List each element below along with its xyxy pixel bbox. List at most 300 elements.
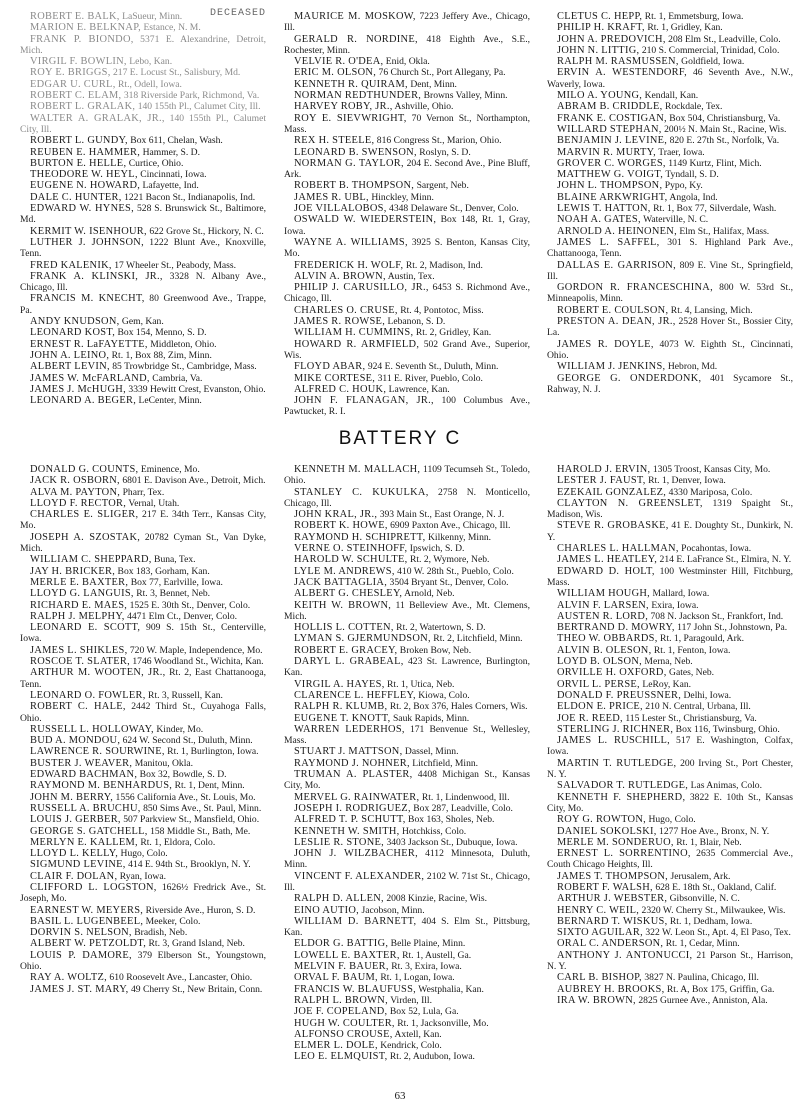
member-name: LOYD B. OLSON, xyxy=(557,656,643,668)
member-name: RALPH M. RASMUSSEN, xyxy=(557,56,679,68)
member-address: Jacobson, Minn. xyxy=(359,904,425,916)
roster-entry xyxy=(284,656,530,679)
member-name: VERNE O. STEINHOFF, xyxy=(294,543,408,555)
member-address: 1149 Kurtz, Flint, Mich. xyxy=(665,157,762,169)
member-name: IRA W. BROWN, xyxy=(557,994,636,1006)
member-name: ARNOLD A. HEINONEN, xyxy=(557,225,677,237)
roster-entry xyxy=(20,11,266,22)
member-address: Cincinnati, Iowa. xyxy=(137,169,207,181)
roster-entry xyxy=(20,101,266,112)
member-address: 4330 Mariposa, Colo. xyxy=(666,486,753,498)
member-name: VELVIE R. O'DEA, xyxy=(294,56,384,68)
member-address: Rt. 2, Wymore, Neb. xyxy=(407,554,490,566)
roster-entry xyxy=(284,67,530,78)
member-address: Kiowa, Colo. xyxy=(415,689,470,701)
member-name: RUSSELL L. HOLLOWAY, xyxy=(30,723,154,735)
member-address: Rt. 2, Audubon, Iowa. xyxy=(387,1051,475,1063)
roster-entry xyxy=(20,34,266,57)
member-name: HARVEY ROBY, JR., xyxy=(294,101,393,113)
member-address: Box 52, Lula, Ga. xyxy=(387,1006,459,1018)
member-address: 7223 Jeffery Ave., Chicago, Ill. xyxy=(284,11,531,34)
member-address: Kendall, Kan. xyxy=(642,90,699,102)
roster-entry xyxy=(20,350,266,361)
member-name: LLOYD L. KELLY, xyxy=(30,848,119,860)
roster-entry xyxy=(284,487,530,510)
roster-entry xyxy=(20,916,266,927)
roster-entry xyxy=(284,554,530,565)
roster-entry xyxy=(547,22,793,33)
member-address: 6801 E. Davison Ave., Detroit, Mich. xyxy=(119,475,266,487)
member-name: ROBERT L. GUNDY, xyxy=(30,135,128,147)
roster-entry xyxy=(20,667,266,690)
member-name: EUGENE N. HOWARD, xyxy=(30,180,141,192)
member-name: ELDON E. PRICE, xyxy=(557,701,643,713)
member-address: Pharr, Tex. xyxy=(120,486,165,498)
roster-entry xyxy=(20,384,266,395)
member-name: FRED KALENIK, xyxy=(30,259,112,271)
roster-column-bottom-1 xyxy=(20,464,266,995)
member-address: 140 155th Pl., Calumet City, Ill. xyxy=(135,101,261,113)
roster-entry xyxy=(547,588,793,599)
roster-entry xyxy=(20,735,266,746)
member-name: GROVER C. WORGES, xyxy=(557,157,666,169)
roster-entry xyxy=(284,271,530,282)
member-address: 517 E. Washington, Colfax, Iowa. xyxy=(547,735,793,758)
member-address: Box 148, Rt. 1, Gray, Iowa. xyxy=(284,214,530,237)
member-name: RALPH D. ALLEN, xyxy=(294,893,384,905)
member-name: HAROLD W. SCHULTE, xyxy=(294,554,408,566)
roster-entry xyxy=(284,1040,530,1051)
member-name: PRESTON A. DEAN, JR., xyxy=(557,316,676,328)
roster-entry xyxy=(20,339,266,350)
member-name: FRANK E. COSTIGAN, xyxy=(557,112,667,124)
member-address: 379 Elberson St., Youngstown, Ohio. xyxy=(20,949,266,973)
roster-entry xyxy=(547,882,793,893)
member-address: Meeker, Colo. xyxy=(143,915,201,927)
roster-entry xyxy=(547,566,793,589)
member-name: BUSTER J. WEAVER, xyxy=(30,757,133,769)
roster-entry xyxy=(284,11,530,34)
member-name: HOWARD R. ARMFIELD, xyxy=(294,338,420,350)
member-name: CLIFFORD L. LOGSTON, xyxy=(30,881,157,893)
roster-entry xyxy=(20,690,266,701)
member-address: Rt. 3, Exira, Iowa. xyxy=(388,961,462,973)
member-address: Rt. 1, Box 88, Zim, Minn. xyxy=(109,349,212,361)
member-name: LOUIS P. DAMORE, xyxy=(30,949,132,961)
member-address: 217 E. Locust St., Salisbury, Md. xyxy=(110,67,241,79)
roster-entry xyxy=(547,305,793,316)
member-name: JOE F. COPELAND, xyxy=(294,1006,388,1018)
member-address: 816 Congress St., Marion, Ohio. xyxy=(374,135,502,147)
roster-entry xyxy=(20,327,266,338)
member-address: Ashville, Ohio. xyxy=(392,101,454,113)
roster-entry xyxy=(20,79,266,90)
roster-entry xyxy=(20,226,266,237)
member-name: KENNETH R. QUIRAM, xyxy=(294,78,408,90)
member-address: Rt. 4, Lansing, Mich. xyxy=(668,304,753,316)
member-address: Lawrence, Kan. xyxy=(386,383,450,395)
member-address: Rt. 2, Gridley, Kan. xyxy=(413,327,492,339)
roster-entry xyxy=(547,679,793,690)
member-name: KENNETH F. SHEPHERD, xyxy=(557,791,686,803)
member-name: LYMAN S. GJERMUNDSON, xyxy=(294,633,431,645)
member-name: STUART J. MATTSON, xyxy=(294,746,403,758)
roster-entry xyxy=(547,622,793,633)
roster-entry xyxy=(20,950,266,973)
member-name: BUD A. MONDOU, xyxy=(30,735,121,747)
member-name: BENJAMIN J. LEVINE, xyxy=(557,135,668,147)
member-address: Rt. 1, Cedar, Minn. xyxy=(663,938,740,950)
member-address: 1626½ Fredrick Ave., St. Joseph, Mo. xyxy=(20,881,266,905)
member-name: HENRY C. WEIL, xyxy=(557,904,640,916)
member-name: BURTON E. HELLE, xyxy=(30,157,127,169)
roster-entry xyxy=(547,972,793,983)
member-address: 502 Grand Ave., Superior, Wis. xyxy=(284,338,530,361)
member-name: TRUMAN A. PLASTER, xyxy=(294,769,413,781)
roster-entry xyxy=(20,871,266,882)
member-name: DARYL L. GRABEAL, xyxy=(294,656,404,668)
member-address: Virden, Ill. xyxy=(387,994,432,1006)
section-heading: BATTERY C xyxy=(338,428,462,449)
member-name: ROBERT C. ELAM, xyxy=(30,90,122,102)
member-address: 6453 S. Richmond Ave., Chicago, Ill. xyxy=(284,282,531,305)
member-name: SIGMUND LEVINE, xyxy=(30,859,126,871)
member-name: LLOYD G. LANGUIS, xyxy=(30,588,134,600)
member-name: ARTHUR M. WOOTEN, JR., xyxy=(30,667,166,679)
member-name: GERALD R. NORDINE, xyxy=(294,33,418,45)
roster-entry xyxy=(20,169,266,180)
member-address: 3822 E. 10th St., Kansas City, Mo. xyxy=(547,791,793,814)
roster-entry xyxy=(20,577,266,588)
member-name: RALPH R. KLUMB, xyxy=(294,701,388,713)
member-name: ALBERT G. CHESLEY, xyxy=(294,588,403,600)
roster-entry xyxy=(20,837,266,848)
member-name: LLOYD F. RECTOR, xyxy=(30,497,127,509)
member-address: 2320 W. Cherry St., Milwaukee, Wis. xyxy=(639,904,786,916)
member-address: Rt. 1, Austell, Ga. xyxy=(399,949,472,961)
roster-entry xyxy=(547,214,793,225)
member-name: LEONARD O. FOWLER, xyxy=(30,689,146,701)
member-name: CLAIR F. DOLAN, xyxy=(30,870,118,882)
member-address: Rt. 1, Logan, Iowa. xyxy=(377,972,455,984)
member-address: Exira, Iowa. xyxy=(648,599,699,611)
member-address: 624 W. Second St., Duluth, Minn. xyxy=(120,735,253,747)
roster-entry xyxy=(284,769,530,792)
member-address: Belle Plaine, Minn. xyxy=(388,938,466,950)
roster-entry xyxy=(284,916,530,939)
member-name: NOAH A. GATES, xyxy=(557,214,641,226)
roster-entry xyxy=(547,192,793,203)
member-address: 318 Riverside Park, Richmond, Va. xyxy=(121,90,260,102)
roster-entry xyxy=(547,361,793,372)
member-address: 322 W. Leon St., Apt. 4, El Paso, Tex. xyxy=(642,927,791,939)
roster-entry xyxy=(284,373,530,384)
member-address: Gem, Kan. xyxy=(119,316,164,328)
member-name: KEITH W. BROWN, xyxy=(294,599,392,611)
member-name: ORAL C. ANDERSON, xyxy=(557,938,664,950)
member-name: MERLYN E. KALLEM, xyxy=(30,836,138,848)
member-name: FRANCIS M. KNECHT, xyxy=(30,293,145,305)
member-name: JAMES J. McHUGH, xyxy=(30,383,127,395)
member-name: JAMES L. SHIKLES, xyxy=(30,644,128,656)
member-address: 393 Main St., East Orange, N. J. xyxy=(377,509,505,521)
member-name: GORDON R. FRANCESCHINA, xyxy=(557,282,713,294)
roster-entry xyxy=(284,972,530,983)
member-name: MATTHEW G. VOIGT, xyxy=(557,169,664,181)
member-name: LESLIE R. STONE, xyxy=(294,836,385,848)
roster-entry xyxy=(20,293,266,316)
member-name: JOHN N. LITTIG, xyxy=(557,44,640,56)
member-name: WARREN LEDERHOS, xyxy=(294,723,405,735)
member-name: THEODORE W. HEYL, xyxy=(30,169,138,181)
roster-entry xyxy=(20,361,266,372)
member-name: LEO E. ELMQUIST, xyxy=(294,1051,388,1063)
roster-entry xyxy=(20,395,266,406)
roster-entry xyxy=(20,180,266,191)
member-name: ROSCOE T. SLATER, xyxy=(30,656,130,668)
member-name: WILLIAM HOUGH, xyxy=(557,588,651,600)
member-name: EDWARD BACHMAN, xyxy=(30,769,138,781)
member-address: 200 Irving St., Port Chester, N. Y. xyxy=(547,757,793,781)
member-name: AUBREY H. BROOKS, xyxy=(557,983,665,995)
roster-entry xyxy=(20,192,266,203)
roster-entry xyxy=(284,848,530,871)
member-name: DONALD G. COUNTS, xyxy=(30,464,139,475)
member-address: Delhi, Iowa. xyxy=(681,689,732,701)
member-address: Roslyn, S. D. xyxy=(416,146,471,158)
member-name: THEO W. OBBARDS, xyxy=(557,633,658,645)
roster-entry xyxy=(284,690,530,701)
member-name: NORMAN REDTHUNDER, xyxy=(294,90,422,102)
roster-entry xyxy=(547,124,793,135)
member-address: Litchfield, Minn. xyxy=(409,757,479,769)
roster-entry xyxy=(284,905,530,916)
member-address: Rt. 1, Denver, Iowa. xyxy=(645,475,726,487)
roster-entry xyxy=(284,1029,530,1040)
roster-entry xyxy=(284,79,530,90)
member-address: 1305 Troost, Kansas City, Mo. xyxy=(650,464,771,475)
member-address: Rt. 1, Dent, Minn. xyxy=(172,780,245,792)
roster-entry xyxy=(20,203,266,226)
roster-entry xyxy=(284,701,530,712)
member-name: ERVIN A. WESTENDORF, xyxy=(557,67,688,79)
roster-column-top-1 xyxy=(20,11,266,406)
roster-entry xyxy=(20,814,266,825)
member-address: Hugo, Colo. xyxy=(646,814,696,826)
roster-entry xyxy=(284,679,530,690)
member-address: Goldfield, Iowa. xyxy=(678,56,745,68)
member-name: JAMES L. SAFFEL, xyxy=(557,236,660,248)
roster-entry xyxy=(20,271,266,294)
member-address: 4348 Delaware St., Denver, Colo. xyxy=(386,203,519,215)
roster-entry xyxy=(547,158,793,169)
member-address: 21 Parson St., Harrison, N. Y. xyxy=(547,949,793,973)
member-address: Rockdale, Tex. xyxy=(662,101,723,113)
member-address: Box 611, Chelan, Wash. xyxy=(127,135,223,147)
member-address: Rt. 1, Jacksonville, Mo. xyxy=(394,1017,489,1029)
roster-entry xyxy=(284,1006,530,1017)
roster-entry xyxy=(20,792,266,803)
roster-entry xyxy=(20,611,266,622)
member-name: OSWALD W. WIEDERSTEIN, xyxy=(294,214,437,226)
member-address: 214 E. LaFrance St., Elmira, N. Y. xyxy=(657,554,792,566)
roster-entry xyxy=(547,260,793,283)
member-address: Rt. A, Box 175, Griffin, Ga. xyxy=(664,983,775,995)
member-name: JAMES R. DOYLE, xyxy=(557,338,654,350)
member-address: 49 Cherry St., New Britain, Conn. xyxy=(128,983,263,995)
member-name: ALBERT W. PETZOLDT, xyxy=(30,938,147,950)
member-address: Hammer, S. D. xyxy=(140,146,201,158)
member-name: RALPH J. MELPHY, xyxy=(30,610,125,622)
member-address: 423 St. Lawrence, Burlington, Kan. xyxy=(284,656,531,679)
member-name: EARNEST W. MEYERS, xyxy=(30,904,144,916)
roster-entry xyxy=(20,803,266,814)
member-name: MELVIN F. BAUER, xyxy=(294,961,389,973)
roster-entry xyxy=(547,611,793,622)
roster-entry xyxy=(284,713,530,724)
roster-entry xyxy=(547,135,793,146)
roster-entry xyxy=(284,1051,530,1062)
member-address: 70 Vernon St., Northampton, Mass. xyxy=(284,112,531,135)
member-address: Rt. 2, Box 376, Hales Corners, Wis. xyxy=(387,701,528,713)
member-address: Lafayette, Ind. xyxy=(140,180,199,192)
roster-entry xyxy=(20,927,266,938)
member-address: Ipswich, S. D. xyxy=(407,543,465,555)
roster-entry xyxy=(20,67,266,78)
member-name: LEONARD A. BEGER, xyxy=(30,395,137,407)
member-address: 3339 Hewitt Crest, Evanston, Ohio. xyxy=(126,383,266,395)
member-name: ALFONSO CROUSE, xyxy=(294,1028,393,1040)
roster-entry xyxy=(547,147,793,158)
roster-entry xyxy=(547,67,793,90)
roster-entry xyxy=(547,475,793,486)
member-name: VIRGIL A. HAYES, xyxy=(294,678,385,690)
member-name: AUSTEN R. LORD, xyxy=(557,610,649,622)
member-address: Riverside Ave., Huron, S. D. xyxy=(143,904,256,916)
roster-entry xyxy=(547,543,793,554)
member-name: JAMES J. ST. MARY, xyxy=(30,983,129,995)
roster-entry xyxy=(284,995,530,1006)
roster-entry xyxy=(547,645,793,656)
roster-entry xyxy=(20,56,266,67)
member-name: ERIC M. OLSON, xyxy=(294,67,377,79)
roster-entry xyxy=(547,90,793,101)
member-address: 301 S. Highland Park Ave., Chattanooga, Tenn. xyxy=(547,236,793,260)
roster-entry xyxy=(547,464,793,475)
member-address: Vernal, Utah. xyxy=(126,497,180,509)
roster-entry xyxy=(547,45,793,56)
member-name: MAURICE M. MOSKOW, xyxy=(294,11,416,22)
member-address: 507 Parkview St., Mansfield, Ohio. xyxy=(120,814,260,826)
member-address: Rt., Odell, Iowa. xyxy=(115,78,182,90)
member-name: BERTRAND D. MOWRY, xyxy=(557,622,675,634)
member-address: Hebron, Md. xyxy=(665,361,718,373)
roster-entry xyxy=(547,487,793,498)
roster-entry xyxy=(20,758,266,769)
member-address: 3403 Jackson St., Dubuque, Iowa. xyxy=(384,836,518,848)
member-address: Waterville, N. C. xyxy=(640,214,709,226)
member-address: 6909 Paxton Ave., Chicago, Ill. xyxy=(387,520,511,532)
roster-entry xyxy=(20,532,266,555)
roster-entry xyxy=(20,135,266,146)
member-address: Curtice, Ohio. xyxy=(126,157,184,169)
member-name: ERNEST L. SORRENTINO, xyxy=(557,848,691,860)
member-name: WILLIAM H. CUMMINS, xyxy=(294,327,414,339)
roster-entry xyxy=(547,690,793,701)
member-name: LAWRENCE R. SOURWINE, xyxy=(30,746,165,758)
member-address: 850 Sims Ave., St. Paul, Minn. xyxy=(140,802,262,814)
member-name: PHILIP H. KRAFT, xyxy=(557,22,645,34)
roster-column-top-2 xyxy=(284,11,530,418)
member-name: KENNETH W. SMITH, xyxy=(294,825,400,837)
member-address: Box 154, Menno, S. D. xyxy=(115,327,207,339)
member-name: RAY A. WOLTZ, xyxy=(30,972,108,984)
member-address: Rt. 1, Lindenwood, Ill. xyxy=(419,791,510,803)
roster-entry xyxy=(547,373,793,396)
member-name: HAROLD J. ERVIN, xyxy=(557,464,651,475)
roster-entry xyxy=(284,237,530,260)
roster-entry xyxy=(547,554,793,565)
member-name: NORMAN G. TAYLOR, xyxy=(294,157,404,169)
member-name: EDGAR U. CURL, xyxy=(30,78,116,90)
member-address: 820 E. 27th St., Norfolk, Va. xyxy=(667,135,780,147)
member-address: Rt. 3, Grand Island, Neb. xyxy=(146,938,245,950)
member-name: JAY H. BRICKER, xyxy=(30,565,116,577)
member-name: WILLARD STEPHAN, xyxy=(557,123,662,135)
roster-entry xyxy=(547,113,793,124)
member-address: Rt. 1, Emmetsburg, Iowa. xyxy=(642,11,744,22)
roster-entry xyxy=(547,237,793,260)
member-address: 2442 Third St., Cuyahoga Falls, Ohio. xyxy=(20,701,266,724)
member-address: Gibsonville, N. C. xyxy=(667,893,740,905)
member-address: 3328 N. Albany Ave., Chicago, Ill. xyxy=(20,270,266,294)
roster-entry xyxy=(284,327,530,338)
member-address: Sauk Rapids, Minn. xyxy=(390,712,470,724)
roster-entry xyxy=(284,203,530,214)
member-address: 100 Columbus Ave., Pawtucket, R. I. xyxy=(284,395,530,418)
member-name: JAMES T. THOMPSON, xyxy=(557,870,669,882)
roster-entry xyxy=(20,509,266,532)
member-address: Mallard, Iowa. xyxy=(650,588,710,600)
member-name: RAYMOND M. BENHARDUS, xyxy=(30,780,173,792)
member-name: RICHARD E. MAES, xyxy=(30,599,128,611)
roster-entry xyxy=(547,984,793,995)
member-name: LEWIS T. HATTON, xyxy=(557,203,651,215)
roster-entry xyxy=(20,600,266,611)
member-name: ALFRED T. P. SCHUTT, xyxy=(294,814,406,826)
member-address: 1746 Woodland St., Wichita, Kan. xyxy=(129,656,264,668)
member-address: 2102 W. 71st St., Chicago, Ill. xyxy=(284,870,530,893)
member-name: ELDOR G. BATTIG, xyxy=(294,938,389,950)
member-address: Hotchkiss, Colo. xyxy=(399,825,467,837)
member-address: 2758 N. Monticello, Chicago, Ill. xyxy=(284,486,530,509)
member-name: GEORGE S. GATCHELL, xyxy=(30,825,148,837)
roster-entry xyxy=(20,622,266,645)
member-address: 800 W. 53rd St., Minneapolis, Minn. xyxy=(547,282,793,305)
roster-entry xyxy=(20,554,266,565)
roster-entry xyxy=(547,871,793,882)
member-name: ROBERT B. THOMPSON, xyxy=(294,180,415,192)
roster-entry xyxy=(284,464,530,487)
member-address: 4408 Michigan St., Kansas City, Mo. xyxy=(284,769,530,792)
roster-entry xyxy=(547,848,793,871)
member-address: Rt. 1, Eldora, Colo. xyxy=(137,836,216,848)
roster-entry xyxy=(284,339,530,362)
roster-column-bottom-2 xyxy=(284,464,530,1063)
roster-entry xyxy=(284,260,530,271)
member-address: 628 E. 18th St., Oakland, Calif. xyxy=(652,881,777,893)
member-address: 2008 Kinzie, Racine, Wis. xyxy=(383,893,488,905)
